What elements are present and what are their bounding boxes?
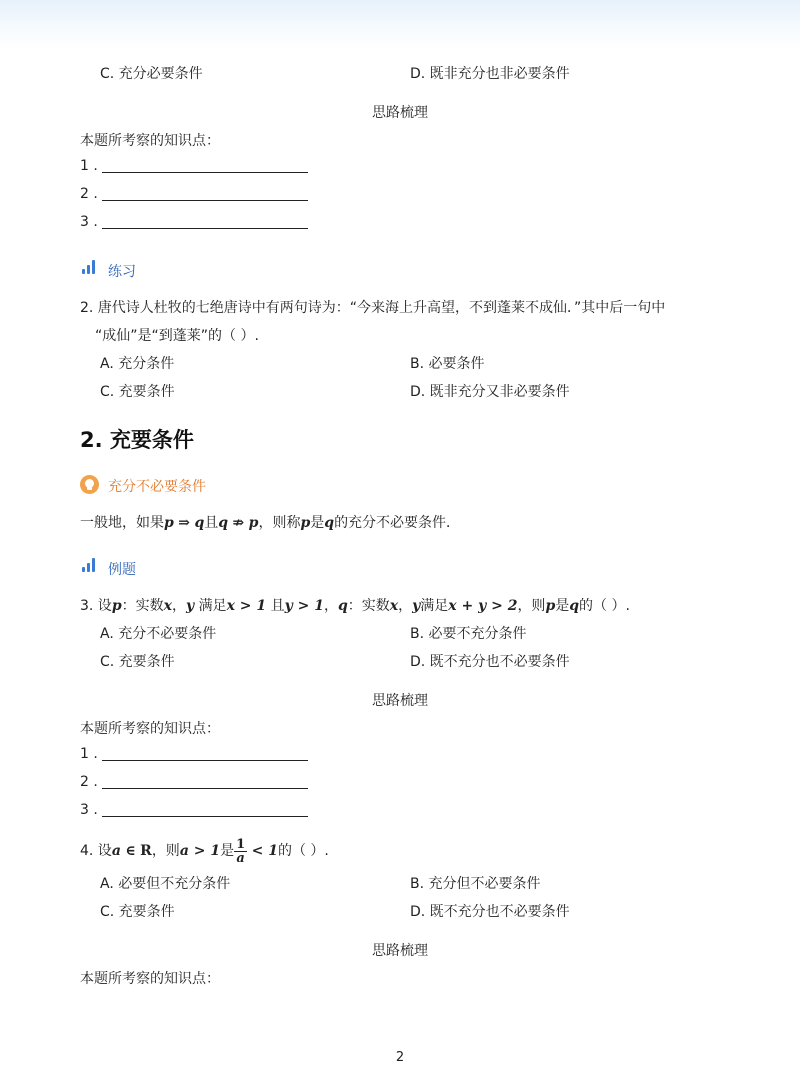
page-number: 2 xyxy=(395,1050,405,1065)
blank-line-3 xyxy=(102,228,308,229)
q2-stem-line2: “成仙”是“到蓬莱”的（ ）. xyxy=(95,328,259,344)
q3-stem: 3. 设p：实数x，y 满足x > 1 且y > 1，q：实数x，y满足x + y > 2，则p是q的（ ）. xyxy=(80,598,630,614)
fraction-one-over-a: $\frac{1}{a}$ xyxy=(236,836,246,866)
blank-line-3b xyxy=(102,816,308,817)
q3-option-d: D. 既不充分也不必要条件 xyxy=(410,654,570,670)
blank-line-2b xyxy=(102,788,308,789)
q3-option-a: A. 充分不必要条件 xyxy=(100,626,217,642)
blank-label-2b: 2 . xyxy=(80,774,98,790)
blank-label-1b: 1 . xyxy=(80,746,98,762)
header-band xyxy=(0,0,800,50)
practice-label: 练习 xyxy=(108,264,136,280)
hint-title-3: 思路梳理 xyxy=(372,943,428,959)
hint-title-2: 思路梳理 xyxy=(372,693,428,709)
blank-label-3b: 3 . xyxy=(80,802,98,818)
knowledge-prompt-3: 本题所考察的知识点： xyxy=(80,971,220,987)
blank-label-1: 1 . xyxy=(80,158,98,174)
blank-label-2: 2 . xyxy=(80,186,98,202)
q3-option-b: B. 必要不充分条件 xyxy=(410,626,527,642)
blank-label-3: 3 . xyxy=(80,214,98,230)
knowledge-prompt: 本题所考察的知识点： xyxy=(80,133,220,149)
q4-option-d: D. 既不充分也不必要条件 xyxy=(410,904,570,920)
knowledge-prompt-2: 本题所考察的知识点： xyxy=(80,721,220,737)
q2-option-c: C. 充要条件 xyxy=(100,384,175,400)
q2-option-b: B. 必要条件 xyxy=(410,356,485,372)
bar-chart-icon xyxy=(82,260,98,274)
q4-option-b: B. 充分但不必要条件 xyxy=(410,876,541,892)
section-title: 2. 充要条件 xyxy=(80,428,194,452)
q1-option-c: C. 充分必要条件 xyxy=(100,66,203,82)
definition-text: 一般地，如果p ⇒ q且q ⇏ p，则称p是q的充分不必要条件． xyxy=(80,515,461,531)
lightbulb-icon xyxy=(80,475,99,494)
blank-line-1 xyxy=(102,172,308,173)
q4-stem: 4. 设a ∈ R，则a > 1是 $\frac{1}{a}$ < 1的（ ）. xyxy=(80,836,329,866)
q3-option-c: C. 充要条件 xyxy=(100,654,175,670)
q2-option-a: A. 充分条件 xyxy=(100,356,175,372)
q1-option-d: D. 既非充分也非必要条件 xyxy=(410,66,570,82)
hint-title: 思路梳理 xyxy=(372,105,428,121)
q4-option-a: A. 必要但不充分条件 xyxy=(100,876,231,892)
q2-option-d: D. 既非充分又非必要条件 xyxy=(410,384,570,400)
blank-line-2 xyxy=(102,200,308,201)
q2-stem-line1: 2. 唐代诗人杜牧的七绝唐诗中有两句诗为：“今来海上升高望，不到蓬莱不成仙．”其中后一句中 xyxy=(80,300,666,316)
concept-label: 充分不必要条件 xyxy=(108,479,206,495)
blank-line-1b xyxy=(102,760,308,761)
example-label: 例题 xyxy=(108,562,136,578)
bar-chart-icon-2 xyxy=(82,558,98,572)
q4-option-c: C. 充要条件 xyxy=(100,904,175,920)
